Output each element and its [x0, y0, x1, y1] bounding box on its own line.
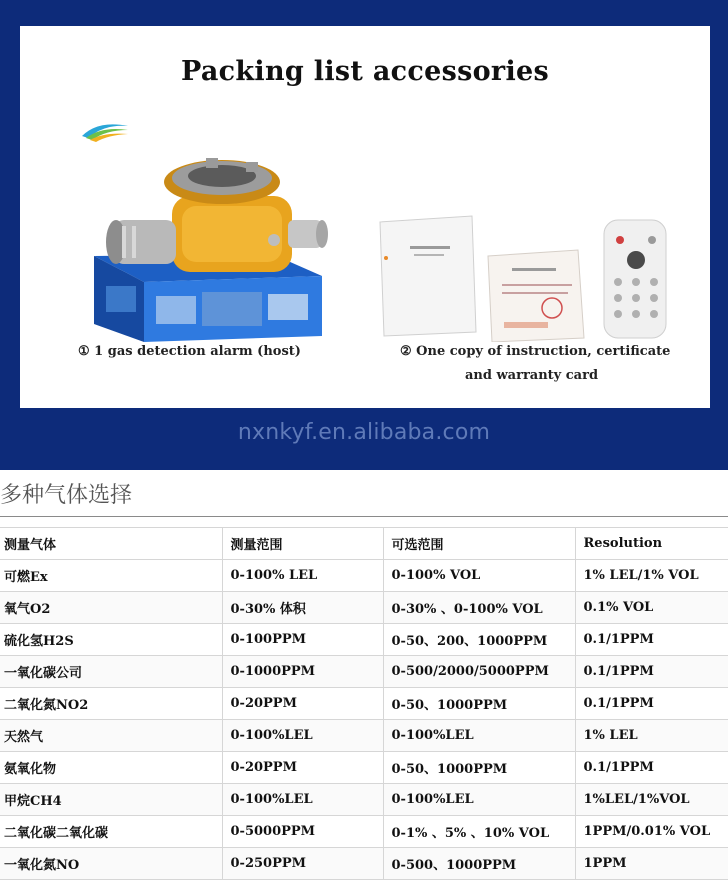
accessories-caption-line2: and warranty card [465, 368, 599, 383]
accessories-caption-line1: ② One copy of instruction, certificate [400, 344, 671, 359]
cell-optional-range: 0-50、200、1000PPM [383, 624, 575, 656]
table-row [0, 624, 728, 656]
cell-gas: 氧气O2 [0, 592, 222, 624]
cell-optional-range: 0-30% 、0-100% VOL [383, 592, 575, 624]
watermark-text: nxnkyf.en.alibaba.com [237, 420, 491, 445]
host-caption: ① 1 gas detection alarm (host) [78, 344, 301, 359]
table-row [0, 848, 728, 880]
cell-resolution: 0.1/1PPM [575, 752, 728, 784]
cell-resolution: 1% LEL [575, 720, 728, 752]
gas-detector-host-image [76, 136, 336, 346]
cell-resolution: 0.1% VOL [575, 592, 728, 624]
cell-optional-range: 0-50、1000PPM [383, 752, 575, 784]
cell-resolution: 1%LEL/1%VOL [575, 784, 728, 816]
section-divider [0, 516, 728, 517]
table-row [0, 560, 728, 592]
header-range: 测量范围 [222, 528, 383, 560]
cell-optional-range: 0-500、1000PPM [383, 848, 575, 880]
table-row [0, 752, 728, 784]
cell-gas: 硫化氢H2S [0, 624, 222, 656]
table-row [0, 784, 728, 816]
cell-resolution: 1% LEL/1% VOL [575, 560, 728, 592]
table-row [0, 688, 728, 720]
section-title: 多种气体选择 [0, 483, 133, 508]
cell-range: 0-100%LEL [222, 784, 383, 816]
cell-range: 0-100PPM [222, 624, 383, 656]
cell-gas: 二氧化氮NO2 [0, 688, 222, 720]
cell-optional-range: 0-100% VOL [383, 560, 575, 592]
cell-resolution: 1PPM [575, 848, 728, 880]
cell-optional-range: 0-500/2000/5000PPM [383, 656, 575, 688]
table-row [0, 816, 728, 848]
cell-optional-range: 0-50、1000PPM [383, 688, 575, 720]
cell-gas: 可燃Ex [0, 560, 222, 592]
header-gas: 测量气体 [0, 528, 222, 560]
cell-resolution: 1PPM/0.01% VOL [575, 816, 728, 848]
cell-optional-range: 0-1% 、5% 、10% VOL [383, 816, 575, 848]
header-resolution: Resolution [575, 528, 728, 560]
cell-range: 0-5000PPM [222, 816, 383, 848]
cell-range: 0-250PPM [222, 848, 383, 880]
cell-optional-range: 0-100%LEL [383, 784, 575, 816]
cell-gas: 一氧化碳公司 [0, 656, 222, 688]
cell-resolution: 0.1/1PPM [575, 624, 728, 656]
cell-gas: 氨氧化物 [0, 752, 222, 784]
cell-gas: 一氧化氮NO [0, 848, 222, 880]
cell-gas: 天然气 [0, 720, 222, 752]
cell-range: 0-100%LEL [222, 720, 383, 752]
packing-list-panel [20, 26, 710, 408]
table-row [0, 656, 728, 688]
cell-gas: 二氧化碳二氧化碳 [0, 816, 222, 848]
cell-resolution: 0.1/1PPM [575, 656, 728, 688]
cell-resolution: 0.1/1PPM [575, 688, 728, 720]
accessories-image [376, 212, 676, 342]
cell-range: 0-30% 体积 [222, 592, 383, 624]
table-row [0, 592, 728, 624]
panel-title: Packing list accessories [181, 56, 549, 87]
cell-range: 0-100% LEL [222, 560, 383, 592]
table-row [0, 720, 728, 752]
cell-gas: 甲烷CH4 [0, 784, 222, 816]
cell-range: 0-20PPM [222, 688, 383, 720]
header-optional-range: 可选范围 [383, 528, 575, 560]
cell-optional-range: 0-100%LEL [383, 720, 575, 752]
table-header-row [0, 528, 728, 560]
cell-range: 0-1000PPM [222, 656, 383, 688]
gas-spec-table [0, 527, 728, 880]
cell-range: 0-20PPM [222, 752, 383, 784]
